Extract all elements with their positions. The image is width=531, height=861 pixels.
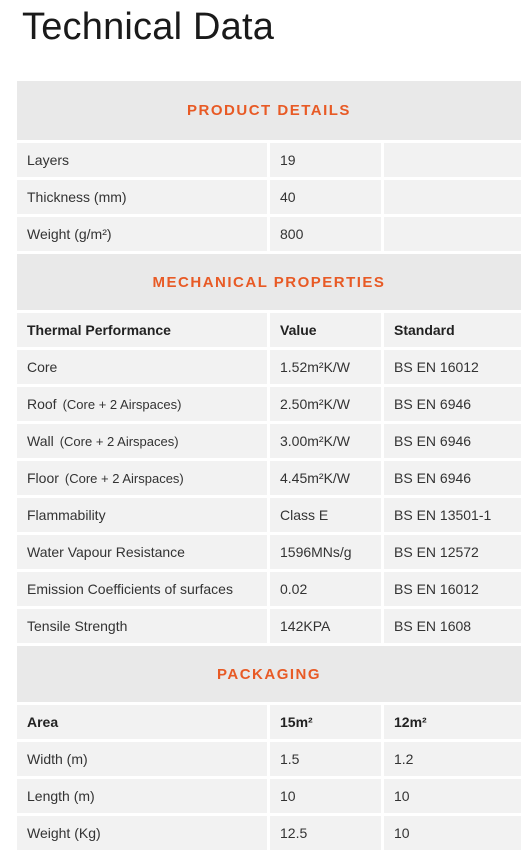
page-title: Technical Data bbox=[22, 6, 275, 48]
table-cell: 0.02 bbox=[270, 572, 381, 606]
table-cell: Class E bbox=[270, 498, 381, 532]
table-cell: 40 bbox=[270, 180, 381, 214]
column-header: 12m² bbox=[384, 705, 521, 739]
table-header-row bbox=[17, 313, 521, 347]
section-heading: MECHANICAL PROPERTIES bbox=[17, 254, 521, 310]
table-cell: Layers bbox=[17, 143, 267, 177]
table-cell: Core bbox=[17, 350, 267, 384]
table-row bbox=[17, 816, 521, 850]
table-cell: 1.52m²K/W bbox=[270, 350, 381, 384]
table-cell: 12.5 bbox=[270, 816, 381, 850]
table-cell: 142KPA bbox=[270, 609, 381, 643]
table-cell: Tensile Strength bbox=[17, 609, 267, 643]
table-cell: BS EN 12572 bbox=[384, 535, 521, 569]
table-cell: 3.00m²K/W bbox=[270, 424, 381, 458]
table-row bbox=[17, 572, 521, 606]
airspaces-note: (Core + 2 Airspaces) bbox=[59, 434, 179, 449]
table-cell: Weight (g/m²) bbox=[17, 217, 267, 251]
table-cell: BS EN 6946 bbox=[384, 387, 521, 421]
section-packaging bbox=[17, 646, 521, 702]
table-cell: 800 bbox=[270, 217, 381, 251]
row-label: Wall bbox=[27, 433, 54, 449]
table-cell: BS EN 13501-1 bbox=[384, 498, 521, 532]
table-cell: 1596MNs/g bbox=[270, 535, 381, 569]
table-row bbox=[17, 217, 521, 251]
airspaces-note: (Core + 2 Airspaces) bbox=[64, 471, 184, 486]
column-header: 15m² bbox=[270, 705, 381, 739]
table-cell: Weight (Kg) bbox=[17, 816, 267, 850]
table-row bbox=[17, 387, 521, 421]
table-cell bbox=[384, 180, 521, 214]
row-label: Roof bbox=[27, 396, 57, 412]
column-header: Area bbox=[17, 705, 267, 739]
table-cell: 1.5 bbox=[270, 742, 381, 776]
table-cell: Thickness (mm) bbox=[17, 180, 267, 214]
table-cell: BS EN 16012 bbox=[384, 572, 521, 606]
table-cell: 1.2 bbox=[384, 742, 521, 776]
table-cell: Emission Coefficients of surfaces bbox=[17, 572, 267, 606]
column-header: Value bbox=[270, 313, 381, 347]
table-header-row bbox=[17, 705, 521, 739]
table-cell: BS EN 6946 bbox=[384, 424, 521, 458]
table-cell: Flammability bbox=[17, 498, 267, 532]
table-row bbox=[17, 461, 521, 495]
section-mechanical-properties bbox=[17, 254, 521, 310]
table-cell bbox=[384, 143, 521, 177]
table-cell: 10 bbox=[270, 779, 381, 813]
table-cell: 2.50m²K/W bbox=[270, 387, 381, 421]
airspaces-note: (Core + 2 Airspaces) bbox=[62, 397, 182, 412]
table-row bbox=[17, 498, 521, 532]
table-row bbox=[17, 350, 521, 384]
table-row bbox=[17, 424, 521, 458]
table-cell: Width (m) bbox=[17, 742, 267, 776]
column-header: Standard bbox=[384, 313, 521, 347]
column-header: Thermal Performance bbox=[17, 313, 267, 347]
table-cell: Length (m) bbox=[17, 779, 267, 813]
table-row bbox=[17, 609, 521, 643]
section-product-details bbox=[17, 81, 521, 140]
table-row bbox=[17, 535, 521, 569]
table-cell: 19 bbox=[270, 143, 381, 177]
table-cell bbox=[17, 424, 267, 458]
table-cell: BS EN 1608 bbox=[384, 609, 521, 643]
section-heading: PACKAGING bbox=[17, 646, 521, 702]
table-cell: Water Vapour Resistance bbox=[17, 535, 267, 569]
section-heading: PRODUCT DETAILS bbox=[17, 81, 521, 140]
table-cell bbox=[17, 461, 267, 495]
table-cell bbox=[17, 387, 267, 421]
table-row bbox=[17, 143, 521, 177]
row-label: Floor bbox=[27, 470, 59, 486]
table-row bbox=[17, 779, 521, 813]
table-cell: 10 bbox=[384, 816, 521, 850]
table-cell: BS EN 16012 bbox=[384, 350, 521, 384]
table-cell: 4.45m²K/W bbox=[270, 461, 381, 495]
table-row bbox=[17, 742, 521, 776]
table-cell bbox=[384, 217, 521, 251]
technical-data-table bbox=[14, 78, 524, 853]
table-cell: BS EN 6946 bbox=[384, 461, 521, 495]
table-row bbox=[17, 180, 521, 214]
table-cell: 10 bbox=[384, 779, 521, 813]
